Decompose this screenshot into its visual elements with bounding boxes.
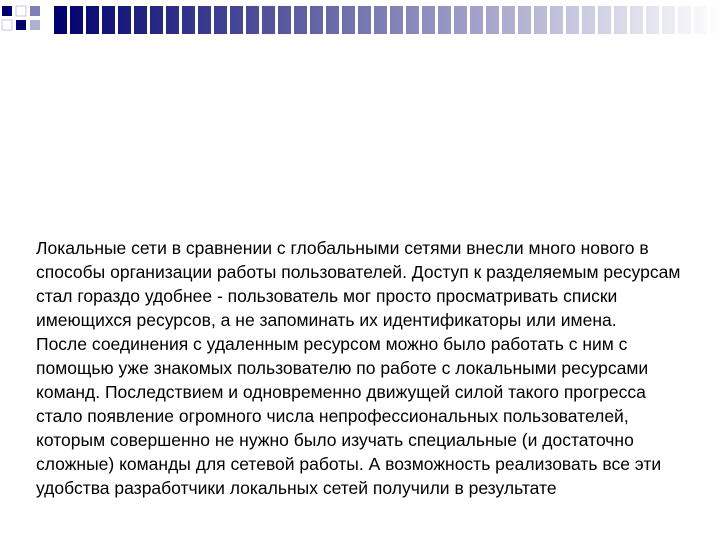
tile-gap xyxy=(563,6,566,34)
tile-gap xyxy=(643,6,646,34)
tile-gap xyxy=(147,6,150,34)
tile-gap xyxy=(339,6,342,34)
tile-gap xyxy=(163,6,166,34)
decor-square-mid xyxy=(30,6,40,16)
tile-gap xyxy=(115,6,118,34)
paragraph-1: Локальные сети в сравнении с глобальными сетями внесли много нового в способы организации работы пользователей. Доступ к разделяемым ресурсам стал гораздо удобнее - пользователь мог просто просматривать списки имеющихся ресурсов, а не запоминать их идентификаторы или имена. xyxy=(36,238,681,330)
paragraph-2: После соединения с удаленным ресурсом можно было работать с ним с помощью уже знакомых пользователю по работе с локальными ресурсами команд. Последствием и одновременно движущей силой такого прогресса стало появление огромного числа непрофессиональных пользователей, которым совершенно не нужно было изучать специальные (и достаточно сложные) команды для сетевой работы. А возможность реализовать все эти удобства разработчики локальных сетей получили в результате xyxy=(36,334,662,498)
tile-gap xyxy=(515,6,518,34)
tile-gap xyxy=(659,6,662,34)
decor-square-dark-2 xyxy=(16,20,26,30)
tile-gap xyxy=(707,6,710,34)
decor-square-light xyxy=(16,6,26,16)
tile-gap xyxy=(67,6,70,34)
tile-gap xyxy=(499,6,502,34)
decor-square-dark xyxy=(2,6,12,16)
tile-gap xyxy=(547,6,550,34)
tile-gap xyxy=(467,6,470,34)
tile-gap xyxy=(179,6,182,34)
tile-gap xyxy=(387,6,390,34)
tile-gap xyxy=(83,6,86,34)
tile-gap xyxy=(579,6,582,34)
tile-gap xyxy=(483,6,486,34)
tile-gap xyxy=(355,6,358,34)
tile-gap xyxy=(291,6,294,34)
tile-gap xyxy=(259,6,262,34)
tile-gap xyxy=(275,6,278,34)
header-decoration xyxy=(0,0,720,42)
tile-gap xyxy=(131,6,134,34)
tile-gap xyxy=(371,6,374,34)
decorative-squares xyxy=(2,6,40,30)
tile-gap xyxy=(595,6,598,34)
body-text xyxy=(36,236,686,500)
tile-gap xyxy=(195,6,198,34)
tile-gap xyxy=(211,6,214,34)
tile-gap xyxy=(531,6,534,34)
decor-square-pale xyxy=(30,20,40,30)
tile-gap xyxy=(435,6,438,34)
tile-gap xyxy=(451,6,454,34)
decor-square-light-2 xyxy=(2,20,12,30)
tile-gap xyxy=(691,6,694,34)
tile-gap xyxy=(227,6,230,34)
tile-gap xyxy=(611,6,614,34)
tile-gap xyxy=(627,6,630,34)
tile-gap xyxy=(403,6,406,34)
tile-gap xyxy=(675,6,678,34)
tile-gap xyxy=(419,6,422,34)
tile-gap xyxy=(243,6,246,34)
tile-gap xyxy=(99,6,102,34)
tile-gap xyxy=(323,6,326,34)
tile-gap xyxy=(307,6,310,34)
